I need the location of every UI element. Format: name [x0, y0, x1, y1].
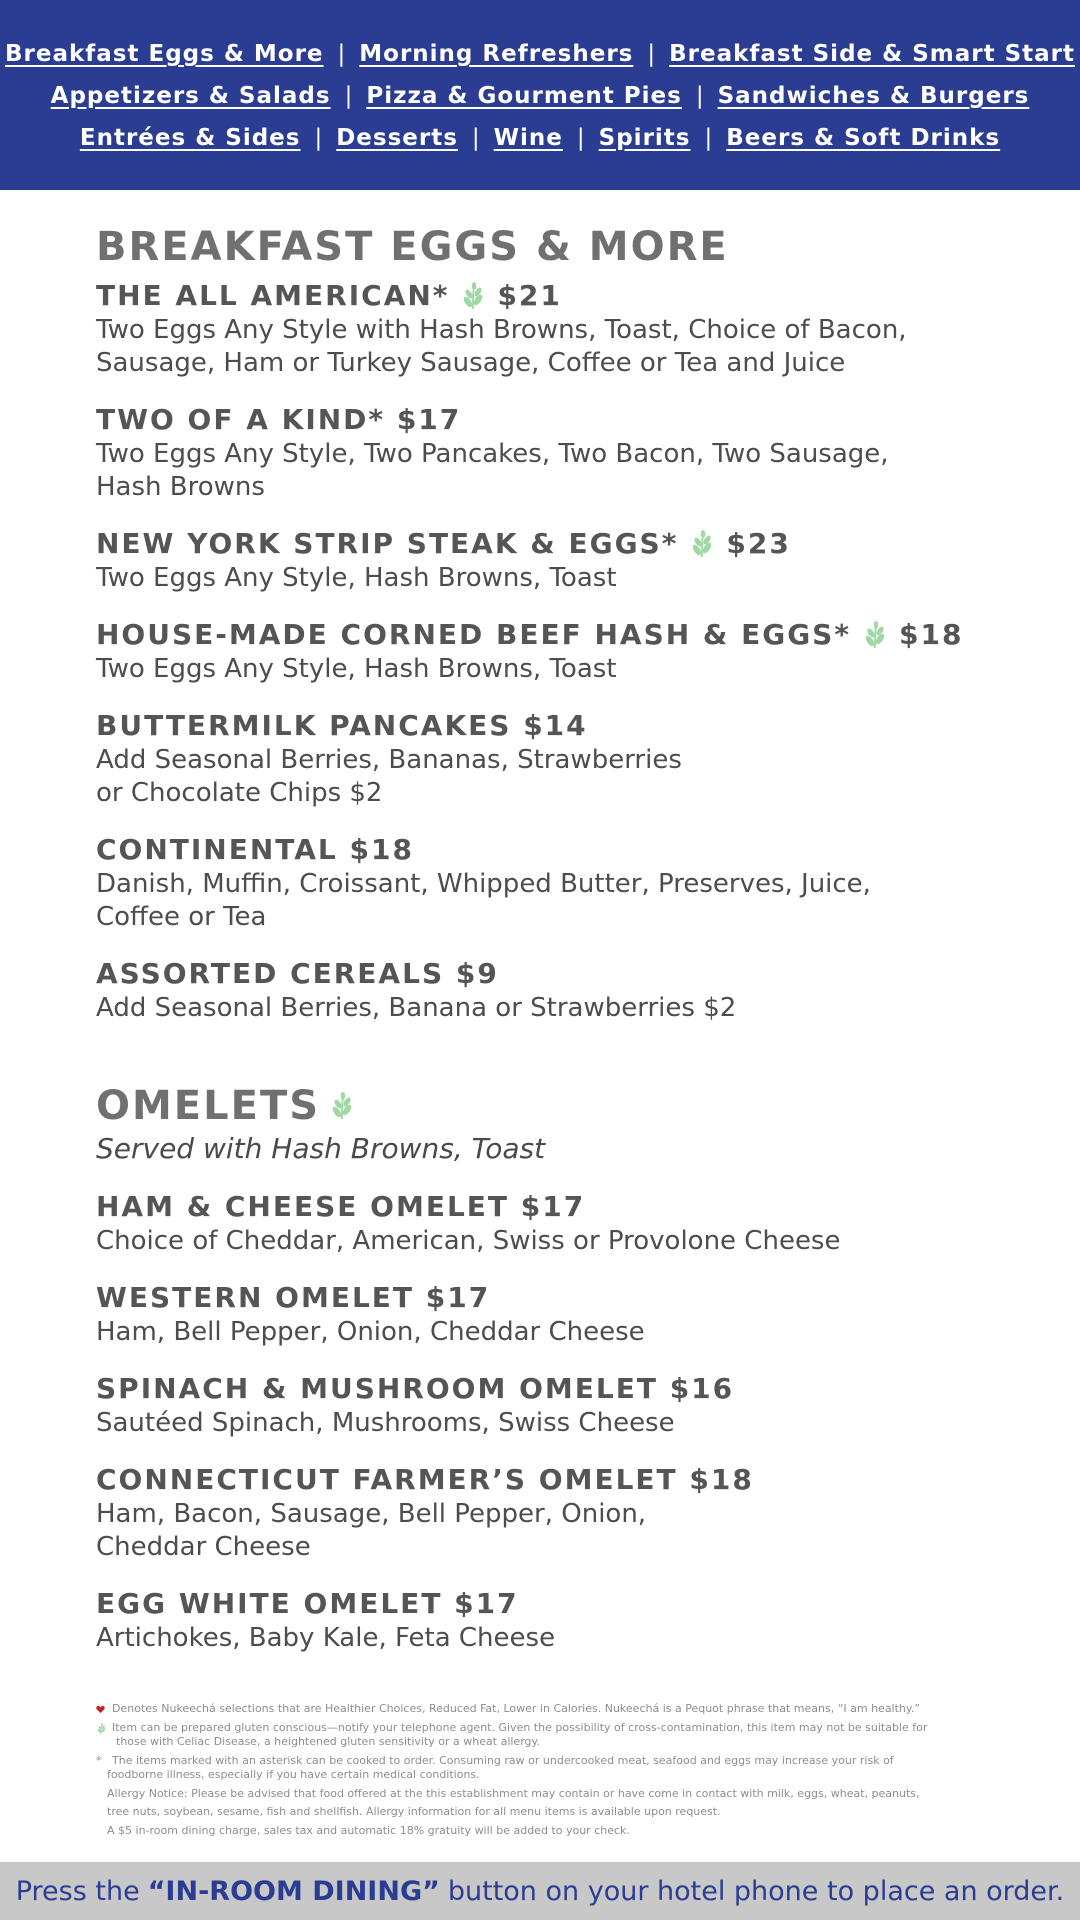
menu-item [96, 1371, 1016, 1440]
item-description [96, 1498, 1016, 1564]
item-desc-line: Two Eggs Any Style with Hash Browns, Toast, Choice of Bacon, [96, 315, 907, 345]
section-gap [96, 1025, 1016, 1081]
item-description [96, 438, 1016, 504]
item-price: $17 [520, 1190, 586, 1223]
nav-row-2 [0, 75, 1080, 117]
section-subtitle-omelets: Served with Hash Browns, Toast [96, 1132, 546, 1165]
section-title-text: OMELETS [96, 1083, 321, 1129]
item-description [96, 653, 1016, 686]
item-description [96, 562, 1016, 595]
order-prefix: Press the [15, 1875, 140, 1907]
menu-item [96, 1189, 1016, 1258]
menu-item [96, 708, 1016, 810]
item-title [96, 708, 1016, 744]
nav-separator: | [314, 125, 323, 151]
menu-item [96, 278, 1016, 380]
gluten-leaf-icon [861, 621, 889, 649]
gluten-leaf-icon [96, 1723, 107, 1734]
nav-row-1 [0, 33, 1080, 75]
menu-item [96, 832, 1016, 934]
nav-link-morning-refreshers[interactable]: Morning Refreshers [359, 41, 634, 67]
nav-link-sandwiches[interactable]: Sandwiches & Burgers [717, 83, 1030, 109]
item-description [96, 314, 1016, 380]
footnote-text: Denotes Nukeechá selections that are Healthier Choices, Reduced Fat, Lower in Calories. Nukeechá is a Pequot phrase that means, “I am healthy.” [112, 1702, 921, 1715]
item-desc-line: Artichokes, Baby Kale, Feta Cheese [96, 1623, 556, 1653]
footnote-charge [96, 1824, 986, 1839]
item-title [96, 1371, 1016, 1407]
item-title [96, 1586, 1016, 1622]
nav-link-spirits[interactable]: Spirits [598, 125, 691, 151]
item-desc-line: Two Eggs Any Style, Hash Browns, Toast [96, 654, 617, 684]
item-desc-line: Two Eggs Any Style, Hash Browns, Toast [96, 563, 617, 593]
nav-separator: | [337, 41, 346, 67]
item-price: $18 [689, 1463, 754, 1496]
item-title [96, 1462, 1016, 1498]
footnote-text: those with Celiac Disease, a heightened gluten sensitivity or a wheat allergy. [116, 1735, 540, 1748]
item-description [96, 1622, 1016, 1655]
nav-link-breakfast-eggs[interactable]: Breakfast Eggs & More [4, 41, 324, 67]
item-description [96, 1225, 1016, 1258]
category-nav [0, 0, 1080, 190]
nav-separator: | [576, 125, 585, 151]
item-title [96, 1189, 1016, 1225]
heart-icon [96, 1705, 105, 1714]
menu-item [96, 956, 1016, 1025]
footnote-gluten [96, 1721, 986, 1750]
footnote-text: The items marked with an asterisk can be cooked to order. Consuming raw or undercooked meat, seafood and eggs may increase your risk of [112, 1753, 894, 1767]
menu-item [96, 1462, 1016, 1564]
item-desc-line: Coffee or Tea [96, 902, 267, 932]
menu-item [96, 1280, 1016, 1349]
item-title [96, 526, 1016, 562]
nav-row-3 [0, 117, 1080, 159]
footnote-allergy [96, 1787, 986, 1820]
item-title [96, 956, 1016, 992]
section-title-omelets [96, 1081, 1016, 1131]
gluten-leaf-icon [688, 530, 716, 558]
item-price: $18 [899, 618, 964, 651]
footnote-asterisk [96, 1754, 986, 1783]
nav-link-wine[interactable]: Wine [493, 125, 563, 151]
item-desc-line: Add Seasonal Berries, Banana or Strawberries $2 [96, 993, 737, 1023]
item-name: NEW YORK STRIP STEAK & EGGS* [96, 527, 679, 560]
item-name: HOUSE-MADE CORNED BEEF HASH & EGGS* [96, 618, 851, 651]
item-title [96, 278, 1016, 314]
order-highlight: “IN-ROOM DINING” [147, 1875, 440, 1907]
nav-link-pizza[interactable]: Pizza & Gourment Pies [366, 83, 682, 109]
item-name: CONNECTICUT FARMER’S OMELET [96, 1463, 678, 1496]
item-name: SPINACH & MUSHROOM OMELET [96, 1372, 658, 1405]
nav-separator: | [704, 125, 713, 151]
footnote-text: A $5 in-room dining charge, sales tax and automatic 18% gratuity will be added to your check. [107, 1823, 630, 1837]
item-desc-line: Ham, Bacon, Sausage, Bell Pepper, Onion, [96, 1499, 647, 1529]
footnote-text: foodborne illness, especially if you have certain medical conditions. [107, 1768, 480, 1781]
nav-link-desserts[interactable]: Desserts [336, 125, 458, 151]
item-description [96, 1407, 1016, 1440]
menu-item [96, 402, 1016, 504]
item-price: $18 [349, 833, 414, 866]
footnote-text: Item can be prepared gluten conscious—notify your telephone agent. Given the possibility of cross-contamination, this item may not be suitable for [112, 1720, 928, 1734]
item-description [96, 992, 1016, 1025]
nav-link-entrees[interactable]: Entrées & Sides [79, 125, 301, 151]
order-suffix: button on your hotel phone to place an order. [447, 1875, 1065, 1907]
item-desc-line: Ham, Bell Pepper, Onion, Cheddar Cheese [96, 1317, 645, 1347]
nav-separator: | [344, 83, 353, 109]
item-name: WESTERN OMELET [96, 1281, 415, 1314]
menu-item [96, 526, 1016, 595]
item-desc-line: Sautéed Spinach, Mushrooms, Swiss Cheese [96, 1408, 675, 1438]
footnotes [96, 1702, 986, 1838]
item-price: $17 [454, 1587, 519, 1620]
item-desc-line: Two Eggs Any Style, Two Pancakes, Two Bacon, Two Sausage, [96, 439, 889, 469]
item-desc-line: Danish, Muffin, Croissant, Whipped Butter, Preserves, Juice, [96, 869, 871, 899]
item-price: $17 [396, 403, 462, 436]
menu-item [96, 1586, 1016, 1655]
item-name: BUTTERMILK PANCAKES [96, 709, 512, 742]
nav-link-breakfast-side[interactable]: Breakfast Side & Smart Start [669, 41, 1076, 67]
gluten-leaf-icon [328, 1092, 356, 1120]
item-name: THE ALL AMERICAN* [96, 279, 450, 312]
menu-content [96, 222, 1016, 1655]
item-price: $14 [523, 709, 588, 742]
nav-link-beers[interactable]: Beers & Soft Drinks [726, 125, 1001, 151]
item-desc-line: or Chocolate Chips $2 [96, 778, 383, 808]
item-desc-line: Cheddar Cheese [96, 1532, 311, 1562]
item-desc-line: Choice of Cheddar, American, Swiss or Provolone Cheese [96, 1226, 841, 1256]
footnote-text: tree nuts, soybean, sesame, fish and shellfish. Allergy information for all menu items is available upon request. [107, 1805, 721, 1818]
item-title [96, 617, 1016, 653]
nav-separator: | [695, 83, 704, 109]
nav-separator: | [471, 125, 480, 151]
footnote-healthy [96, 1702, 986, 1717]
item-price: $21 [497, 279, 562, 312]
item-price: $23 [726, 527, 791, 560]
item-description [96, 1316, 1016, 1349]
item-name: EGG WHITE OMELET [96, 1587, 443, 1620]
item-price: $9 [455, 957, 499, 990]
item-description [96, 868, 1016, 934]
footnote-text: Allergy Notice: Please be advised that food offered at the this establishment may contain or have come in contact with milk, eggs, wheat, peanuts, [107, 1786, 920, 1800]
menu-item [96, 617, 1016, 686]
section-title-breakfast: BREAKFAST EGGS & MORE [96, 224, 729, 270]
nav-link-appetizers[interactable]: Appetizers & Salads [50, 83, 331, 109]
item-name: ASSORTED CEREALS [96, 957, 445, 990]
gluten-leaf-icon [459, 282, 487, 310]
item-name: HAM & CHEESE OMELET [96, 1190, 510, 1223]
item-desc-line: Sausage, Ham or Turkey Sausage, Coffee or Tea and Juice [96, 348, 846, 378]
item-name: TWO OF A KIND* [96, 403, 386, 436]
item-title [96, 402, 1016, 438]
item-title [96, 1280, 1016, 1316]
item-price: $16 [669, 1372, 735, 1405]
item-price: $17 [425, 1281, 491, 1314]
item-desc-line: Hash Browns [96, 472, 265, 502]
nav-separator: | [647, 41, 656, 67]
order-instruction-bar [0, 1862, 1080, 1920]
item-desc-line: Add Seasonal Berries, Bananas, Strawberries [96, 745, 682, 775]
item-title [96, 832, 1016, 868]
asterisk-mark: * [96, 1753, 102, 1767]
item-description [96, 744, 1016, 810]
item-name: CONTINENTAL [96, 833, 338, 866]
